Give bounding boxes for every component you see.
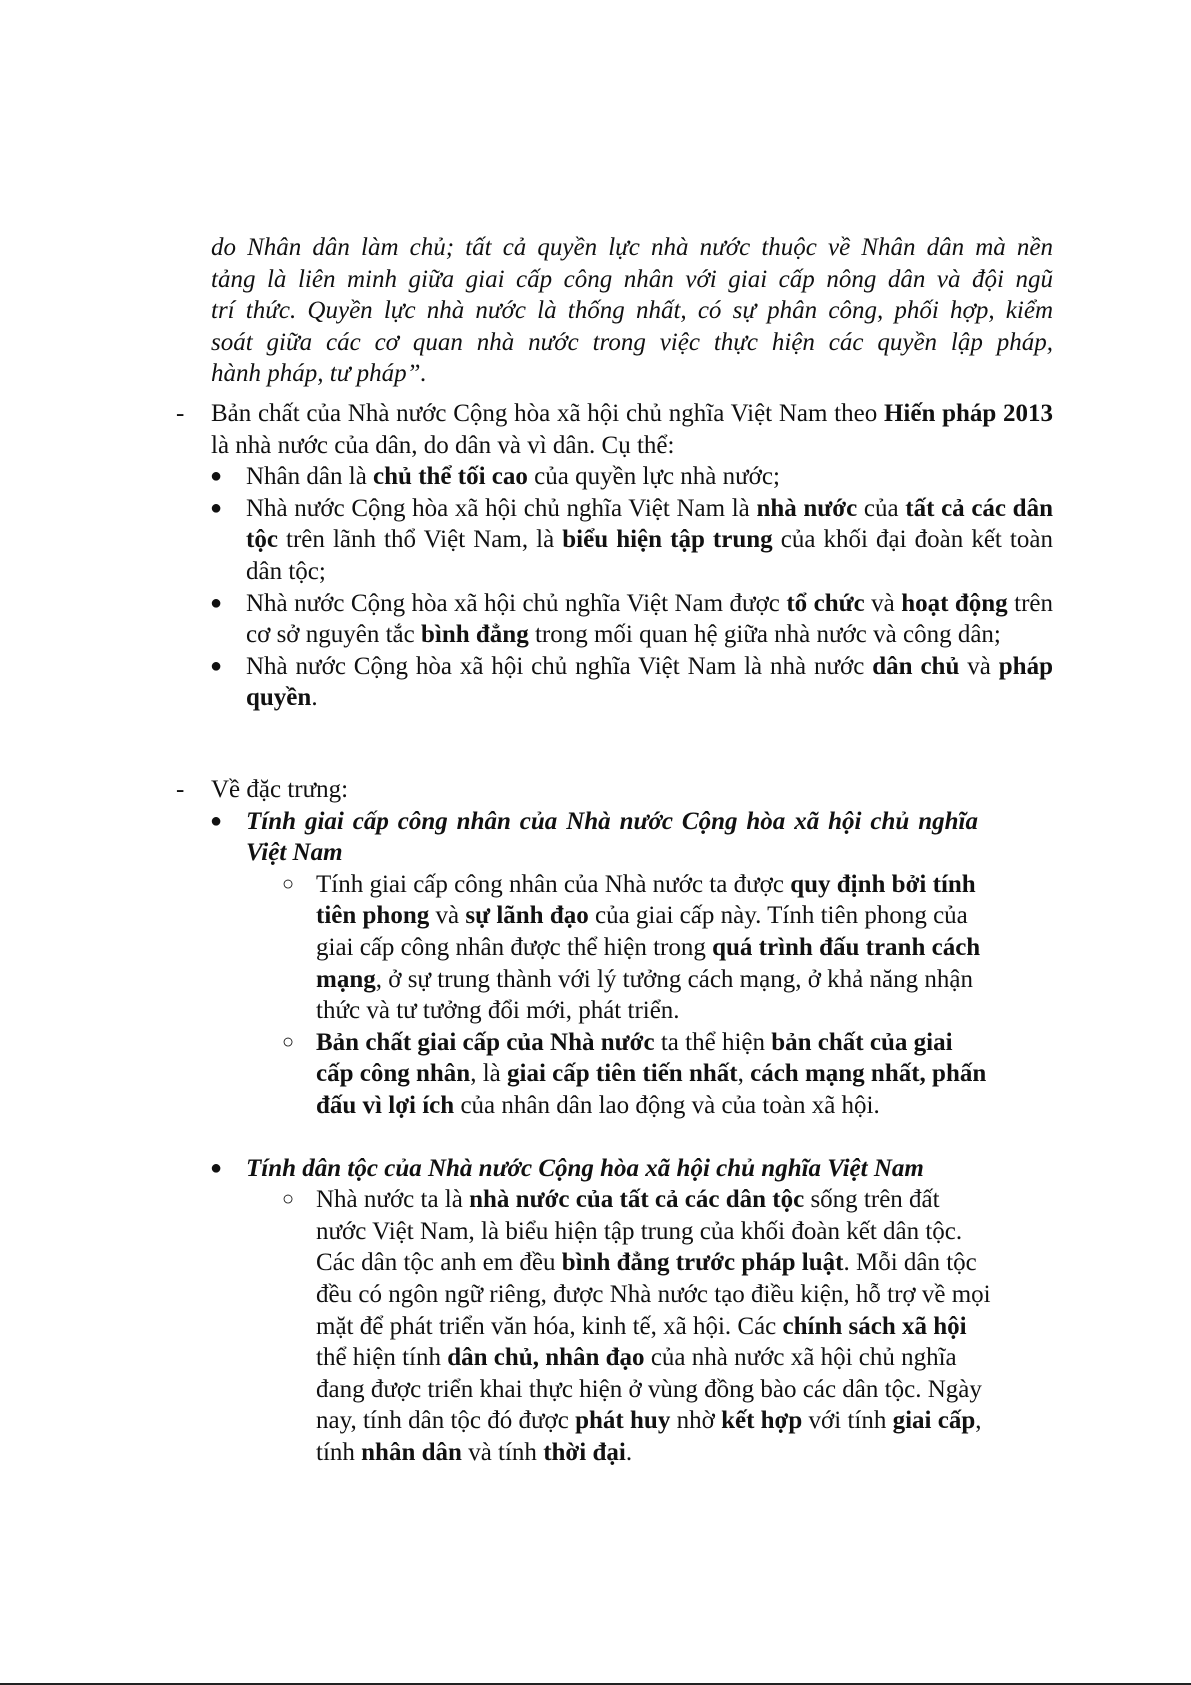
text: Nhà nước ta là (316, 1186, 470, 1214)
sub-list (246, 1184, 991, 1468)
text: và (429, 902, 466, 930)
text: , là (470, 1060, 508, 1088)
dash-marker: - (176, 400, 185, 427)
bullet-icon: ● (210, 496, 223, 519)
bold-text: chủ thể tối cao (373, 463, 528, 491)
sub-item (246, 1027, 996, 1122)
quote-line: soát giữa các cơ quan nhà nước trong việc thực hiện các quyền lập pháp, (211, 328, 1053, 356)
list-item (176, 806, 987, 1122)
bullet-icon: ● (210, 809, 223, 832)
text: của nhà nước xã hội chủ nghĩa đang được triển khai thực hiện ở vùng đồng bào các dân tộc. Ngày nay, tính dân tộc đó được (316, 1344, 982, 1435)
spacer (176, 1122, 1053, 1153)
text: của giai cấp này. Tính tiên phong của giai cấp công nhân được thể hiện trong (316, 902, 968, 961)
bullet-icon: ● (210, 465, 223, 488)
text: trên lãnh thổ Việt Nam, là (277, 526, 563, 554)
bold-text: nhà nước (756, 494, 858, 522)
text: , (737, 1060, 751, 1088)
bold-text: quá trình đấu tranh cách mạng (316, 933, 981, 993)
text: Nhà nước Cộng hòa xã hội chủ nghĩa Việt Nam được (246, 589, 787, 617)
bold-text: chính sách xã hội (782, 1312, 967, 1340)
text: Tính giai cấp công nhân của Nhà nước ta được (316, 870, 791, 898)
bold-text: bình đẳng trước pháp luật (561, 1249, 844, 1277)
bold-text: Hiến pháp 2013 (883, 400, 1054, 427)
quote-line: trí thức. Quyền lực nhà nước là thống nhất, có sự phân công, phối hợp, kiểm (211, 297, 1053, 325)
bold-text: phát huy (575, 1407, 671, 1435)
text: nhờ (670, 1407, 722, 1435)
text: Bản chất của Nhà nước Cộng hòa xã hội chủ nghĩa Việt Nam theo (211, 400, 884, 427)
text: của nhân dân lao động và của toàn xã hội. (454, 1091, 880, 1119)
bold-text: Bản chất giai cấp của Nhà nước (316, 1028, 655, 1056)
list-item (176, 588, 1053, 651)
bold-text: biểu hiện tập trung (562, 526, 773, 554)
text: và (959, 652, 999, 680)
circle-icon: ○ (282, 872, 295, 895)
bold-text: giai cấp (892, 1407, 976, 1435)
text: trong mối quan hệ giữa nhà nước và công dân; (528, 621, 1001, 649)
bold-text: giai cấp tiên tiến nhất (507, 1060, 738, 1088)
features-bullets (176, 806, 1053, 1469)
bold-text: tất cả các dân tộc (246, 494, 1053, 554)
list-item (176, 461, 1053, 493)
quote-line: tảng là liên minh giữa giai cấp công nhân với giai cấp nông dân và đội ngũ (211, 265, 1053, 293)
constitution-quote (211, 232, 1053, 390)
bold-text: kết hợp (721, 1407, 803, 1435)
feature-title: Tính giai cấp công nhân của Nhà nước Cộng hòa xã hội chủ nghĩa Việt Nam (246, 807, 978, 867)
text: sống trên đất nước Việt Nam, là biểu hiện tập trung của khối đoàn kết dân tộc. Các dân tộc anh em đều (316, 1186, 963, 1277)
circle-icon: ○ (282, 1030, 295, 1053)
text: Nhà nước Cộng hòa xã hội chủ nghĩa Việt Nam là nhà nước (246, 652, 873, 680)
list-item (176, 493, 1053, 588)
sub-item (246, 869, 996, 1027)
text: trên cơ sở nguyên tắc (246, 589, 1053, 649)
bold-text: quy định bởi tính tiên phong (316, 870, 976, 930)
sub-item (246, 1184, 996, 1468)
bold-text: bản chất của giai cấp công nhân (316, 1028, 953, 1088)
text: của quyền lực nhà nước; (527, 463, 780, 491)
text: của (857, 494, 906, 522)
sub-list (246, 869, 987, 1122)
text: và tính (461, 1438, 544, 1466)
bold-text: nhân dân (361, 1438, 462, 1466)
bold-text: hoạt động (901, 589, 1008, 617)
text: . Mỗi dân tộc đều có ngôn ngữ riêng, được Nhà nước tạo điều kiện, hỗ trợ về mọi mặt để phát triển văn hóa, kinh tế, xã hội. Các (316, 1249, 991, 1340)
quote-line: do Nhân dân làm chủ; tất cả quyền lực nhà nước thuộc về Nhân dân mà nền (211, 234, 1053, 261)
list-item (176, 651, 1053, 714)
bold-text: pháp quyền (246, 652, 1053, 712)
text: ta thể hiện (654, 1028, 772, 1056)
bold-text: bình đẳng (421, 621, 529, 649)
text: . (311, 684, 318, 712)
list-item (176, 1153, 991, 1469)
bold-text: sự lãnh đạo (465, 902, 589, 930)
text: và (864, 589, 902, 617)
feature-title: Tính dân tộc của Nhà nước Cộng hòa xã hội chủ nghĩa Việt Nam (246, 1154, 924, 1182)
bold-text: cách mạng nhất, phấn đấu vì lợi ích (316, 1060, 987, 1119)
bold-text: dân chủ (872, 652, 960, 680)
bold-text: dân chủ, nhân đạo (447, 1344, 645, 1372)
text: . (625, 1438, 633, 1466)
nature-section (176, 398, 1053, 714)
features-intro: Về đặc trưng: (211, 776, 349, 803)
bullet-icon: ● (210, 654, 223, 677)
nature-intro (211, 398, 1053, 461)
bullet-icon: ● (210, 1156, 223, 1179)
quote-line: hành pháp, tư pháp”. (211, 360, 427, 388)
text: với tính (802, 1407, 893, 1435)
bold-text: tổ chức (786, 589, 865, 617)
bullet-icon: ● (210, 591, 223, 614)
dash-marker: - (176, 776, 185, 803)
text: , tính (316, 1407, 982, 1466)
features-section (176, 774, 1053, 1468)
circle-icon: ○ (282, 1188, 295, 1211)
text: là nhà nước của dân, do dân và vì dân. Cụ thể: (211, 431, 675, 459)
nature-bullets (176, 461, 1053, 714)
text: , ở sự trung thành với lý tưởng cách mạng, ở khả năng nhận thức và tư tưởng đổi mới, phát triển. (316, 965, 973, 1025)
text: Nhân dân là (246, 463, 374, 491)
text: của khối đại đoàn kết toàn dân tộc; (246, 526, 1053, 585)
text: thể hiện tính (316, 1344, 448, 1372)
bold-text: thời đại (543, 1438, 626, 1466)
bold-text: nhà nước của tất cả các dân tộc (469, 1186, 805, 1214)
text: Nhà nước Cộng hòa xã hội chủ nghĩa Việt Nam là (246, 494, 757, 522)
